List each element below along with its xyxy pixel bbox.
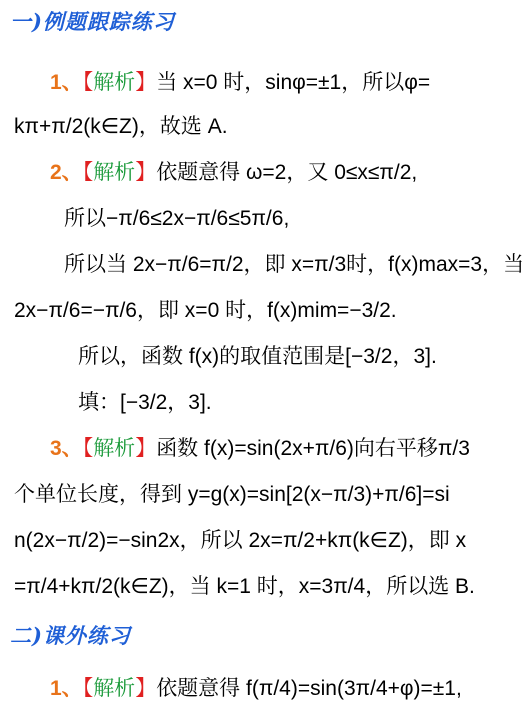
item-3-line-2: 个单位长度，得到 y=g(x)=sin[2(x−π/3)+π/6]=si	[14, 483, 450, 506]
item-2-line-6: 填：[−3/2，3].	[78, 391, 212, 414]
analysis-tag: 解析	[93, 71, 136, 94]
analysis-tag: 解析	[93, 161, 136, 184]
section-heading-examples: 一)例题跟踪练习	[10, 9, 175, 34]
item-text: 当 x=0 时，sinφ=±1，所以φ=	[156, 71, 431, 94]
item-text: 函数 f(x)=sin(2x+π/6)向右平移π/3	[156, 437, 470, 460]
analysis-tag: 解析	[93, 437, 136, 460]
item-2-line-5: 所以，函数 f(x)的取值范围是[−3/2，3].	[78, 345, 437, 368]
item-3-line-3: n(2x−π/2)=−sin2x，所以 2x=π/2+kπ(k∈Z)，即 x	[14, 529, 467, 552]
item-text: 依题意得 ω=2，又 0≤x≤π/2,	[156, 161, 418, 184]
item-2-line-3: 所以当 2x−π/6=π/2，即 x=π/3时，f(x)max=3，当	[64, 253, 525, 276]
item-number: 3、	[50, 437, 83, 460]
item-number: 1、	[50, 677, 83, 700]
item-number: 2、	[50, 161, 83, 184]
item-1-line-2: kπ+π/2(k∈Z)，故选 A.	[14, 115, 228, 138]
item-2-line-1: 2、【解析】依题意得 ω=2，又 0≤x≤π/2,	[50, 161, 418, 184]
item-3-line-4: =π/4+kπ/2(k∈Z)，当 k=1 时，x=3π/4，所以选 B.	[14, 575, 475, 598]
item-2-line-2: 所以−π/6≤2x−π/6≤5π/6,	[64, 207, 290, 230]
item-text: 依题意得 f(π/4)=sin(3π/4+φ)=±1,	[156, 677, 462, 700]
item-4-line-1: 1、【解析】依题意得 f(π/4)=sin(3π/4+φ)=±1,	[50, 677, 462, 700]
item-1-line-1: 1、【解析】当 x=0 时，sinφ=±1，所以φ=	[50, 71, 431, 94]
item-number: 1、	[50, 71, 83, 94]
item-2-line-4: 2x−π/6=−π/6，即 x=0 时，f(x)mim=−3/2.	[14, 299, 397, 322]
item-3-line-1: 3、【解析】函数 f(x)=sin(2x+π/6)向右平移π/3	[50, 437, 470, 460]
section-heading-extra: 二)课外练习	[10, 623, 131, 648]
analysis-tag: 解析	[93, 677, 136, 700]
